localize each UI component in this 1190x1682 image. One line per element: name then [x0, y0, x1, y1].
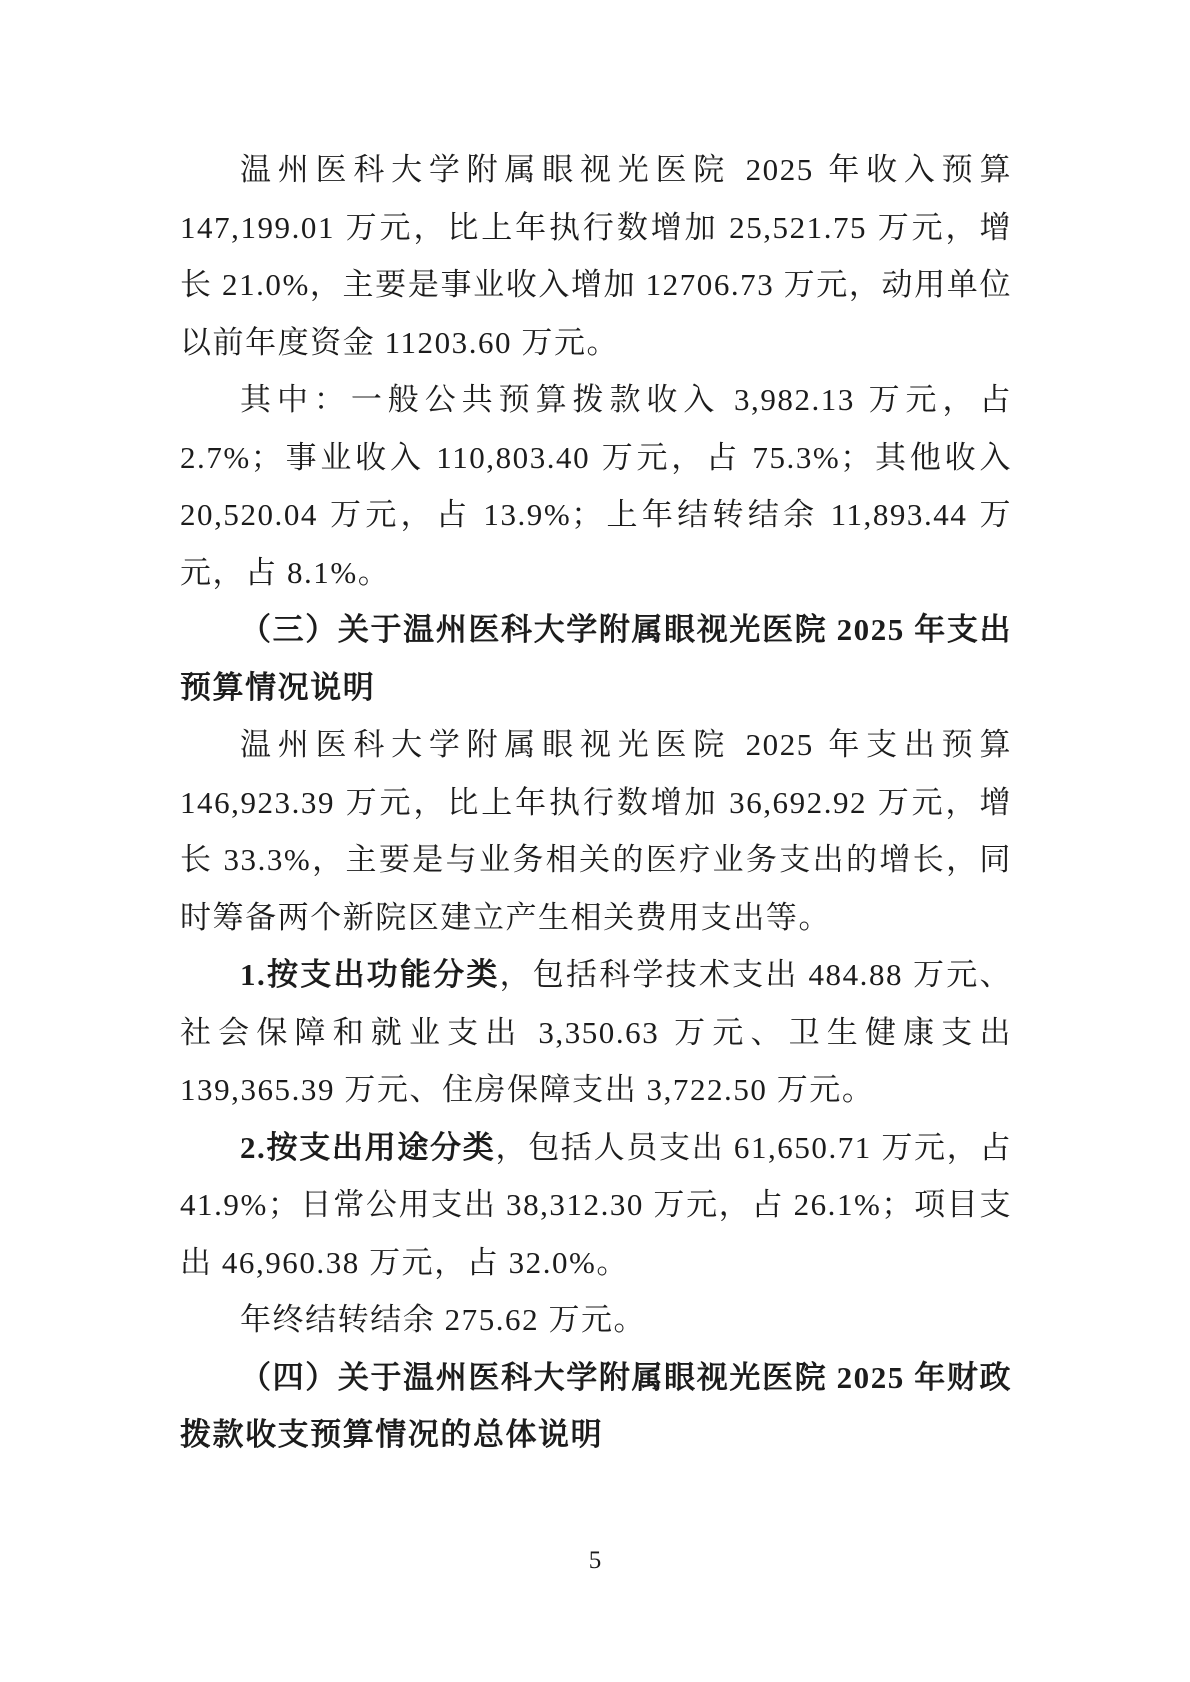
text-run: ，包括人员支出 61,650.71 万元，占 41.9%；日常公用支出 38,312.30 万元，占 26.1%；项目支出 46,960.38 万元，占 32.0%。: [180, 1129, 1012, 1280]
text-run: ，包括科学技术支出 484.88 万元、社会保障和就业支出 3,350.63 万元、卫生健康支出 139,365.39 万元、住房保障支出 3,722.50 万元。: [180, 957, 1013, 1107]
section-heading: [180, 1349, 1012, 1464]
page-number: 5: [588, 1547, 602, 1574]
text-run: 其中：一般公共预算拨款收入 3,982.13 万元，占 2.7%；事业收入 110,803.40 万元，占 75.3%；其他收入 20,520.04 万元，占 13.9%；上年结转结余 11,893.44 万元，占 8.1%。: [180, 382, 1012, 590]
paragraph: [180, 141, 1012, 371]
section-heading: [180, 601, 1012, 716]
paragraph: [180, 946, 1012, 1119]
document-body: [180, 141, 1012, 1464]
paragraph: [180, 716, 1012, 946]
paragraph: [180, 1119, 1012, 1292]
text-run: （三）关于温州医科大学附属眼视光医院 2025 年支出预算情况说明: [180, 612, 1012, 705]
text-run: 温州医科大学附属眼视光医院 2025 年收入预算 147,199.01 万元，比上年执行数增加 25,521.75 万元，增长 21.0%，主要是事业收入增加 12706.73 万元，动用单位以前年度资金 11203.60 万元。: [180, 152, 1012, 360]
text-run: 1.按支出功能分类: [240, 957, 500, 992]
text-run: 2.按支出用途分类: [240, 1129, 496, 1165]
paragraph: [180, 371, 1012, 601]
paragraph: [180, 1291, 1012, 1349]
text-run: （四）关于温州医科大学附属眼视光医院 2025 年财政拨款收支预算情况的总体说明: [180, 1359, 1012, 1452]
text-run: 温州医科大学附属眼视光医院 2025 年支出预算 146,923.39 万元，比上年执行数增加 36,692.92 万元，增长 33.3%，主要是与业务相关的医疗业务支出的增长，同时筹备两个新院区建立产生相关费用支出等。: [180, 727, 1012, 935]
text-run: 年终结转结余 275.62 万元。: [240, 1302, 647, 1337]
